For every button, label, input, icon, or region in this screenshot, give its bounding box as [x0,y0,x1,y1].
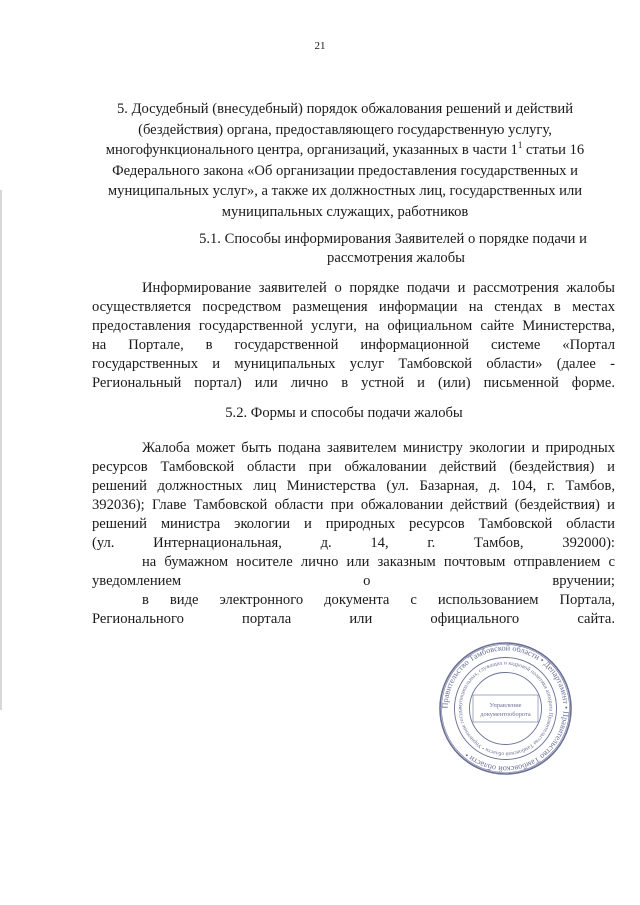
paragraph-line: в виде электронного документа с использованием Портала, [142,592,615,608]
paragraph-informing [92,279,615,393]
stamp-inner-text: муниципальных, служащих и кадровой политики аппарата Правительства Тамбовской области • Управление госуда [457,660,554,757]
stamp-center-line1: Управление [489,702,522,709]
paragraph-line: (ул. Интернациональная, д. 14, г. Тамбов, 392000): [92,535,615,551]
paragraph-complaint [92,439,615,553]
paragraph-line: Информирование заявителей о порядке подачи и рассмотрения жалобы [142,280,615,296]
stamp-outer-text: Правительство Тамбовской области • Департамент • Правительство Тамбовской области • [440,643,571,774]
official-stamp [438,641,573,776]
paragraph-line: решений должностных лиц Министерства (ул. Базарная, д. 104, г. Тамбов, [92,478,615,494]
stamp-center-line2: документооборота [480,711,531,718]
paragraph-line: 392036); Главе Тамбовской области при обжаловании действий (бездействия) и [92,497,615,513]
paragraph-line: Региональный портал) или лично в устной и (или) письменной форме. [92,375,615,391]
page-number: 21 [314,40,326,52]
subsection-5-1-line1: 5.1. Способы информирования Заявителей о порядке подачи и [199,231,587,247]
subsection-5-2-title: 5.2. Формы и способы подачи жалобы [225,405,463,421]
section-5-title-part1: 5. Досудебный (внесудебный) порядок обжалования решений и действий (бездействия) органа, предоставляющего государственную услугу, многофункционального центра, организаций, указанных в части 1 [105,101,574,158]
paragraph-line: уведомлением о вручении; [92,573,615,589]
subsection-5-1-line2: рассмотрения жалобы [327,250,465,266]
paragraph-line: осуществляется посредством размещения информации на стендах в местах [92,299,615,315]
paragraph-line: на Портале, в государственной информационной системе «Портал [92,337,615,353]
paragraph-line: решений министра экологии и природных ресурсов Тамбовской области [92,516,615,532]
section-5-title [100,99,590,222]
paragraph-line: ресурсов Тамбовской области при обжаловании действий (бездействия) и [92,459,615,475]
paragraph-electronic-method [92,591,615,629]
paragraph-line: государственных и муниципальных услуг Тамбовской области» (далее - [92,356,615,372]
paragraph-line: Жалоба может быть подана заявителем министру экологии и природных [142,440,615,456]
paragraph-line: предоставления государственной услуги, на официальном сайте Министерства, [92,318,615,334]
paragraph-paper-method [92,553,615,591]
section-5-title-part2: статьи 16 Федерального закона «Об организации предоставления государственных и муниципальных услуг», а также их должностных лиц, государственных или муниципальных служащих, работников [107,142,585,220]
paragraph-line: на бумажном носителе лично или заказным почтовым отправлением с [142,554,615,570]
subsection-5-1-title [98,230,640,268]
paragraph-line: Регионального портала или официального сайта. [92,611,615,627]
section-5-title-superscript: 1 [517,140,523,150]
scan-edge-shadow [0,190,2,710]
